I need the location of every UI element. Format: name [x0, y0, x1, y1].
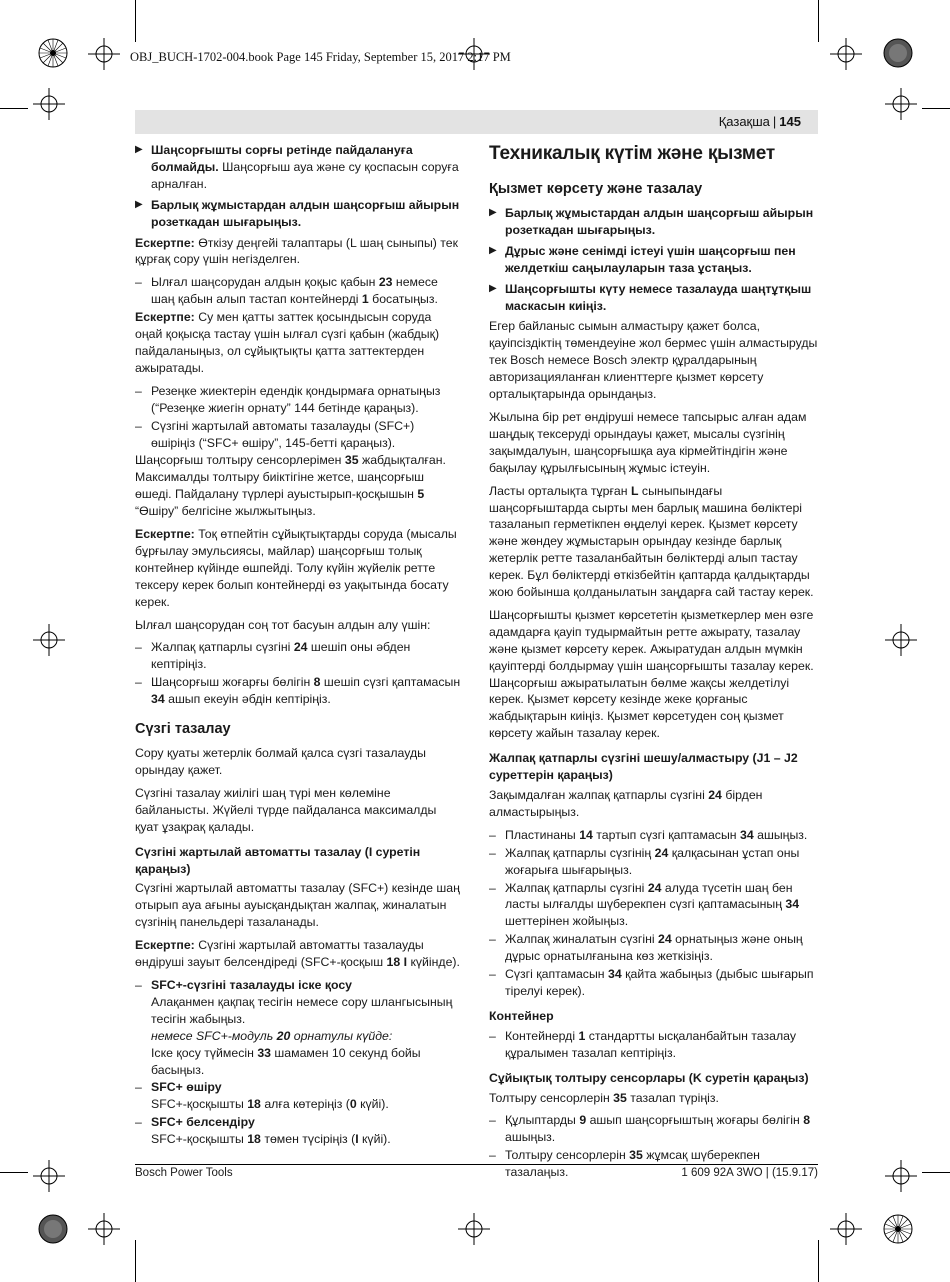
text-run: Барлық жұмыстардан алдын шаңсорғыш айырын розеткадан шығарыңыз.: [505, 206, 814, 237]
text-run: Зақымдалған жалпақ қатпарлы сүзгіні: [489, 788, 709, 802]
section-title: [489, 142, 818, 166]
text-run: Пластинаны: [505, 827, 580, 842]
text-run: Ескертпе:: [135, 527, 195, 542]
crop-mark: [0, 108, 28, 109]
text-run: Жалпақ қатпарлы сүзгіні: [151, 640, 294, 655]
text-run: Өткізу деңгейі талаптары (L шаң сыныпы) тек құрғақ сору үшін негізделген.: [135, 235, 459, 267]
text-run: 14: [579, 827, 593, 842]
warning-item: [489, 205, 818, 239]
warning-item: [489, 281, 818, 315]
text-run: Шаңсорғышты сорғы ретінде пайдалануға болмайды.: [151, 143, 413, 174]
dash-bullet-icon: –: [489, 1028, 496, 1043]
page-number: 145: [779, 114, 801, 129]
print-slug: OBJ_BUCH-1702-004.book Page 145 Friday, September 15, 2017 2:17 PM: [130, 50, 511, 64]
text-run: тартып сүзгі қаптамасын: [592, 827, 741, 842]
text-run: ашыңыз.: [753, 827, 808, 842]
subsection-heading: [489, 1008, 818, 1025]
text-run: Сұйықтық толтыру сенсорлары (K суретін қараңыз): [489, 1070, 809, 1085]
text-run: Тоқ өтпейтін сұйықтықтарды соруда (мысалы бұрғылау эмульсиясы, майлар) шаңсорғыш толық контейнер күйінде өшпейді. Толу күйін жүйелік ретте тексеру керек болып контейнерді өз уақытында босату керек.: [135, 527, 457, 609]
text-run: SFC+-қосқышты: [151, 1132, 248, 1147]
dash-bullet-icon: –: [135, 977, 142, 992]
text-run: Алақанмен қақпақ тесігін немесе сору шлангысының тесігін жабыңыз.: [151, 994, 453, 1026]
crosshair-mark-left-b: [33, 1160, 65, 1192]
header-language: Қазақша: [718, 114, 770, 129]
right-column: [489, 142, 818, 1182]
text-run: SFC+ белсендіру: [151, 1115, 255, 1130]
text-run: Жылына бір рет өндіруші немесе тапсырыс алған адам шаңдық тексеруді орындауы қажет, мысалы сүзгінің зақымдалуын, шаңсорғышқа ауа кірмейтіндігін және бақылау құрылғысының жұмыс істеуін.: [489, 409, 807, 475]
paragraph: [489, 1090, 818, 1107]
text-run: SFC+-қосқышты: [151, 1097, 248, 1112]
text-run: орнатыңыз және оның дұрыс орнатылғанына көз жеткізіңіз.: [505, 932, 803, 964]
triangle-bullet-icon: ▶: [489, 282, 497, 294]
warning-text: [151, 197, 461, 231]
list-item: [135, 418, 461, 452]
paragraph: [489, 607, 818, 742]
crop-mark: [922, 108, 950, 109]
text-run: тазалап түріңіз.: [626, 1090, 719, 1105]
crosshair-mark-left-a: [33, 88, 65, 120]
paragraph: [489, 787, 818, 821]
warning-item: [489, 243, 818, 277]
text-run: күйі).: [356, 1097, 389, 1112]
list-item-text: [151, 274, 461, 308]
text-run: төмен түсіріңіз (: [260, 1132, 356, 1147]
text-run: 23: [378, 275, 393, 290]
subsection-heading: [489, 1070, 818, 1087]
text-run: Техникалық күтім және қызмет: [489, 143, 775, 164]
list-item-text: [505, 1028, 818, 1062]
crosshair-mark-left-mid: [33, 624, 65, 656]
text-run: Сүзгі тазалау: [135, 721, 231, 738]
subsection-heading: [135, 844, 461, 878]
paragraph: [135, 309, 461, 377]
crosshair-mark-top-c: [830, 38, 862, 70]
list-item: [135, 639, 461, 673]
registration-mark-bottom-right: [873, 1204, 923, 1254]
text-run: Ескертпе:: [135, 235, 195, 250]
crosshair-mark-bottom-b: [458, 1213, 490, 1245]
header-separator: |: [772, 114, 777, 129]
text-run: 5: [417, 487, 425, 502]
list-item: [489, 1112, 818, 1146]
text-run: 24: [658, 932, 672, 947]
text-run: босатыңыз.: [368, 292, 438, 307]
text-run: 24: [708, 788, 722, 802]
text-run: Сору қуаты жетерлік болмай қалса сүзгі тазалауды орындау қажет.: [135, 746, 426, 777]
text-run: Ласты орталықта тұрған: [489, 483, 631, 498]
text-run: Толтыру сенсорлерін: [505, 1148, 630, 1163]
text-run: қайта жабыңыз (дыбыс шығарып тірелуі керек).: [505, 967, 814, 998]
text-run: Құлыптарды: [505, 1113, 580, 1128]
text-run: 9: [579, 1113, 587, 1128]
warning-text: [151, 142, 461, 193]
list-item-text: [151, 674, 461, 708]
text-run: 34: [151, 692, 165, 707]
crop-mark: [0, 1172, 28, 1173]
list-item: [135, 674, 461, 708]
text-run: SFC+ өшіру: [151, 1080, 222, 1095]
text-run: 35: [344, 453, 359, 468]
dash-bullet-icon: –: [135, 675, 142, 690]
dash-bullet-icon: –: [489, 932, 496, 947]
list-item-text: [505, 1112, 818, 1146]
text-run: күйінде).: [407, 955, 460, 970]
dash-bullet-icon: –: [135, 1115, 142, 1130]
text-run: Сүзгіні жартылай автоматты тазалау (SFC+) кезінде шаң отырып ауа ағыны ауысқандықтан жалпақ, жиналатын сүзгінің панельдері тазаланады.: [135, 881, 460, 930]
triangle-bullet-icon: ▶: [489, 207, 497, 218]
warning-text: [505, 281, 818, 315]
crop-mark: [818, 0, 819, 42]
footer-brand: Bosch Power Tools: [135, 1167, 233, 1179]
triangle-bullet-icon: ▶: [135, 144, 143, 155]
crosshair-mark-right-b: [885, 1160, 917, 1192]
text-run: “Өшіру” белгісіне жылжытыңыз.: [135, 504, 316, 519]
text-run: L: [630, 483, 639, 498]
text-run: Сүзгіні жартылай автоматы тазалауды (SFC+) өшіріңіз (“SFC+ өшіру”, 145-бетті қараңыз).: [151, 418, 415, 450]
dash-bullet-icon: –: [135, 275, 142, 290]
text-run: 35: [613, 1090, 627, 1105]
text-run: 35: [629, 1148, 643, 1163]
list-item-text: [151, 1114, 461, 1148]
dash-bullet-icon: –: [135, 383, 142, 398]
text-run: алға көтеріңіз (: [260, 1097, 350, 1112]
text-run: Жалпақ жиналатын сүзгіні: [505, 932, 659, 947]
crosshair-mark-bottom-a: [88, 1213, 120, 1245]
text-run: Шаңсорғышты қызмет көрсететін қызметкерлер мен өзге адамдарға қауіп тудырмайтын ретте ажырату, тазалау және қызмет көрсету керек. Ажыратудан алдын мүмкін қауіптерді болдырмау үшін шаңсорғышты тазалау керек. Шаңсорғыш ажыратылатын бөлме жақсы желдетілуі керек. Қызмет көрсету кезінде жеке қорғаныс жабдықтарын киіңіз. Қызмет көрсетуден соң қызмет көрсету жайын тазалау керек.: [489, 607, 814, 741]
text-run: Шаңсорғышты күту немесе тазалауда шаңтұтқыш маскасын киіңіз.: [505, 281, 812, 313]
text-run: Жалпақ қатпарлы сүзгінің: [505, 845, 655, 860]
text-run: 18 I: [386, 955, 408, 970]
registration-mark-bottom-left: [28, 1204, 78, 1254]
text-run: Контейнер: [489, 1008, 554, 1023]
text-run: Қызмет көрсету және тазалау: [489, 181, 703, 197]
text-run: 34: [740, 827, 754, 842]
list-item-text: [151, 1079, 461, 1113]
text-run: немесе SFC+-модуль: [151, 1028, 277, 1043]
list-item: [489, 845, 818, 879]
text-run: Ылғал шаңсорудан соң тот басуын алдын алу үшін:: [135, 617, 431, 632]
text-run: 34: [608, 967, 622, 982]
warning-item: [135, 142, 461, 193]
list-item: [135, 274, 461, 308]
subsection-heading: [489, 750, 818, 784]
paragraph: [135, 880, 461, 931]
text-run: Ескертпе:: [135, 310, 195, 325]
text-run: 18: [247, 1097, 261, 1112]
text-run: Шаңсорғыш ауа және су қоспасын соруға арналған.: [151, 159, 459, 191]
paragraph: [135, 785, 461, 836]
crosshair-mark-right-mid: [885, 624, 917, 656]
paragraph: [489, 483, 818, 601]
text-run: шамамен 10 секунд бойы басыңыз.: [151, 1045, 421, 1077]
text-run: Сүзгі қаптамасын: [505, 967, 608, 982]
list-item-text: [505, 966, 818, 1000]
text-run: Ескертпе:: [135, 938, 195, 953]
text-run: стандартты ысқаланбайтын тазалау құралымен тазалап кептіріңіз.: [505, 1028, 797, 1060]
text-run: күйі).: [358, 1132, 391, 1147]
paragraph: [135, 617, 461, 634]
text-run: Сүзгіні жартылай автоматты тазалау (I суретін қараңыз): [135, 844, 421, 876]
crosshair-mark-bottom-c: [830, 1213, 862, 1245]
crosshair-mark-right-a: [885, 88, 917, 120]
text-run: Резеңке жиектерін едендік қондырмаға орнатыңыз (“Резеңке жиегін орнату” 144 бетінде қараңыз).: [151, 383, 441, 415]
text-run: 1: [361, 292, 369, 307]
text-run: Шаңсорғыш толтыру сенсорлерімен: [135, 453, 345, 468]
text-run: Сүзгіні тазалау жиілігі шаң түрі мен көлеміне байланысты. Жүйелі түрде пайдаланса максималды қуат ұзақрақ қалады.: [135, 785, 437, 834]
left-column: [135, 142, 461, 1149]
list-item: [489, 880, 818, 931]
text-run: ашыңыз.: [505, 1130, 556, 1145]
list-item: [489, 966, 818, 1000]
text-run: Жалпақ қатпарлы сүзгіні: [505, 880, 648, 895]
list-item-text: [505, 931, 818, 965]
paragraph: [135, 745, 461, 779]
text-run: қалқасынан ұстап оны жоғарыға шығарыңыз.: [505, 845, 800, 877]
list-item: [135, 1079, 461, 1113]
dash-bullet-icon: –: [489, 845, 496, 860]
warning-item: [135, 197, 461, 231]
text-run: Іске қосу түймесін: [151, 1045, 258, 1060]
list-item-text: [505, 880, 818, 931]
list-item: [135, 383, 461, 417]
paragraph: [135, 526, 461, 611]
text-run: алуда түсетін шаң бен ласты ылғалды шүберекпен сүзгі қаптамасының: [505, 880, 793, 912]
text-run: немесе шаң қабын алып тастап контейнерді: [151, 275, 438, 307]
text-run: 0: [349, 1097, 357, 1112]
list-item-text: [151, 639, 461, 673]
text-run: Су мен қатты заттек қосындысын соруда оңай қоқысқа тастау үшін ылғал сүзгі қабын (жабдық) пайдаланыңыз, ол сұйықтықты қатта заттектерден ажыратады.: [135, 310, 440, 375]
text-run: 20: [276, 1028, 291, 1043]
list-item-text: [151, 383, 461, 417]
text-run: Ылғал шаңсорудан алдын қоқыс қабын: [151, 275, 379, 290]
section-heading: [489, 180, 818, 199]
text-run: Шаңсорғыш жоғарғы бөлігін: [151, 675, 314, 690]
text-run: 8: [313, 675, 321, 690]
footer-rule: [135, 1164, 818, 1165]
text-run: Егер байланыс сымын алмастыру қажет болса, қауіпсіздіктің төмендеуіне жол бермес үшін алмастыруды тек Bosch немесе Bosch электр құралдарының авторизацияланған клиенттерге қызмет көрсету орталықтарында орындаңыз.: [489, 319, 818, 402]
dash-bullet-icon: –: [135, 418, 142, 433]
triangle-bullet-icon: ▶: [489, 244, 497, 256]
registration-mark-top-right: [873, 28, 923, 78]
section-heading: [135, 720, 461, 739]
text-run: шешіп оны әбден кептіріңіз.: [151, 640, 411, 672]
text-run: 24: [654, 845, 669, 860]
dash-bullet-icon: –: [489, 1148, 496, 1163]
list-item-text: [151, 418, 461, 452]
paragraph: [135, 937, 461, 971]
dash-bullet-icon: –: [135, 1080, 142, 1095]
paragraph: [489, 318, 818, 403]
list-item-text: [505, 845, 818, 879]
registration-mark-top-left: [28, 28, 78, 78]
header-label: [719, 114, 801, 129]
text-run: 18: [247, 1132, 261, 1147]
footer-doc-number: 1 609 92A 3WO | (15.9.17): [681, 1167, 818, 1179]
dash-bullet-icon: –: [489, 967, 496, 982]
list-item: [489, 931, 818, 965]
running-header: [135, 110, 818, 134]
text-run: 1: [578, 1028, 586, 1043]
text-run: 8: [803, 1113, 811, 1128]
text-run: ашып екеуін әбдін кептіріңіз.: [164, 692, 331, 707]
list-item: [135, 977, 461, 1078]
list-item-text: [505, 827, 818, 844]
text-run: Барлық жұмыстардан алдын шаңсорғыш айырын розеткадан шығарыңыз.: [151, 197, 460, 229]
dash-bullet-icon: –: [135, 640, 142, 655]
text-run: Толтыру сенсорлерін: [489, 1090, 614, 1105]
list-item: [135, 1114, 461, 1148]
list-item: [489, 1028, 818, 1062]
warning-text: [505, 205, 818, 239]
text-run: жабдықталған. Максималды толтыру биіктігіне жетсе, шаңсорғыш өшеді. Пайдалану түрлері ауыстырып-қосқышын: [135, 453, 446, 502]
text-run: шеттерінен жойыңыз.: [505, 914, 629, 929]
text-run: Контейнерді: [505, 1028, 579, 1043]
text-run: шешіп сүзгі қаптамасын: [320, 675, 461, 690]
text-run: SFC+-сүзгіні тазалауды іске қосу: [151, 977, 353, 992]
text-run: Жалпақ қатпарлы сүзгіні шешу/алмастыру (J1 – J2 суреттерін қараңыз): [489, 751, 798, 783]
text-run: жұмсақ шүберекпен тазалаңыз.: [505, 1148, 760, 1180]
text-run: 34: [785, 897, 800, 912]
crosshair-mark-top-a: [88, 38, 120, 70]
paragraph: [489, 409, 818, 477]
dash-bullet-icon: –: [489, 1113, 496, 1128]
crop-mark: [818, 1240, 819, 1282]
text-run: сыныпындағы шаңсорғыштарда сырты мен барлық машина бөліктері тазаланып герметікпен өңделуі керек. Қызмет көрсету және жөндеу жұмыстарын орындау кезінде барлық жетерлік ретте тазаланбайтын бөліктерді алып тастау керек. Бұл бөліктерді өткізбейтін қаптарда қалдықтарды жою бойынша қолданылатын заңдарға сай тастау керек.: [489, 483, 814, 600]
crop-mark: [135, 0, 136, 42]
triangle-bullet-icon: ▶: [135, 198, 143, 210]
text-run: ашып шаңсорғыштың жоғары бөлігін: [586, 1113, 804, 1128]
dash-bullet-icon: –: [489, 880, 496, 895]
text-run: Дұрыс және сенімді істеуі үшін шаңсорғыш пен желдеткіш саңылауларын таза ұстаңыз.: [505, 243, 796, 275]
paragraph: [135, 452, 461, 520]
crop-mark: [135, 1240, 136, 1282]
crop-mark: [922, 1172, 950, 1173]
text-run: бірден алмастырыңыз.: [489, 788, 763, 819]
list-item-text: [151, 977, 461, 1078]
text-run: 24: [647, 880, 662, 895]
text-run: орнатулы күйде:: [290, 1028, 393, 1043]
dash-bullet-icon: –: [489, 827, 496, 842]
paragraph: [135, 235, 461, 269]
text-run: 24: [293, 640, 308, 655]
text-run: I: [355, 1132, 359, 1147]
text-run: 33: [257, 1045, 271, 1060]
warning-text: [505, 243, 818, 277]
text-run: Сүзгіні жартылай автоматты тазалауды өндіруші зауыт белсендіреді (SFC+-қосқыш: [135, 938, 424, 970]
list-item: [489, 827, 818, 844]
